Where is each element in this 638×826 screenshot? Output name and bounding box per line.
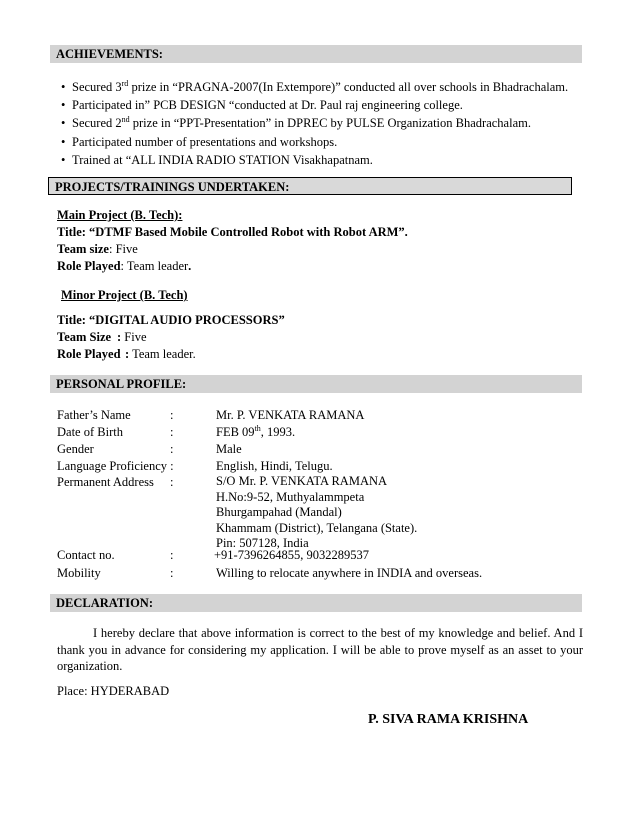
minor-project-title: Title: “DIGITAL AUDIO PROCESSORS” [57,313,285,327]
main-project-role: Role Played: Team leader. [57,259,192,273]
fathers-name-value: Mr. P. VENKATA RAMANA [216,408,365,422]
colon: : [170,475,174,489]
mobility-label: Mobility [57,566,101,580]
signature-name: P. SIVA RAMA KRISHNA [368,712,529,727]
contact-value: +91-7396264855, 9032289537 [214,548,369,562]
colon: : [170,408,174,422]
place: Place: HYDERABAD [57,684,170,698]
address-label: Permanent Address [57,475,154,489]
main-project-block [57,207,408,275]
achievement-item: • Trained at “ALL INDIA RADIO STATION Visakhapatnam. [72,151,568,169]
language-label: Language Proficiency : [57,459,174,473]
minor-project-role: Role Played : Team leader. [57,347,196,361]
gender-value: Male [216,442,242,456]
minor-project-heading: Minor Project (B. Tech) [61,288,188,302]
declaration-text: I hereby declare that above information is correct to the best of my knowledge and belief. And I thank you in advance for considering my application. I will be able to prove myself as an asset to your organization. [57,626,583,673]
fathers-name-label: Father’s Name [57,408,131,422]
achievement-item: • Secured 3rd prize in “PRAGNA-2007(In Extempore)” conducted all over schools in Bhadrachalam. [72,78,568,96]
contact-label: Contact no. [57,548,115,562]
main-project-heading: Main Project (B. Tech): [57,208,183,222]
mobility-value: Willing to relocate anywhere in INDIA and overseas. [216,566,483,580]
address-value: S/O Mr. P. VENKATA RAMANA H.No:9-52, Muthyalammpeta Bhurgampahad (Mandal) Khammam (District), Telangana (State). Pin: 507128, India [216,474,418,551]
achievement-item: • Participated in” PCB DESIGN “conducted at Dr. Paul raj engineering college. [72,96,568,114]
declaration-header: DECLARATION: [50,594,582,612]
main-project-team: Team size: Five [57,242,138,256]
projects-header: PROJECTS/TRAININGS UNDERTAKEN: [48,177,572,195]
colon: : [170,442,174,456]
dob-label: Date of Birth [57,425,123,439]
minor-project-block [57,312,285,363]
colon: : [170,548,174,562]
colon: : [170,566,174,580]
achievements-list [60,78,568,169]
colon: : [170,425,174,439]
language-value: English, Hindi, Telugu. [216,459,333,473]
achievement-item: • Participated number of presentations and workshops. [72,133,568,151]
minor-project-team: Team Size : Five [57,330,147,344]
profile-header: PERSONAL PROFILE: [50,375,582,393]
achievement-item: • Secured 2nd prize in “PPT-Presentation” in DPREC by PULSE Organization Bhadrachalam. [72,114,568,132]
gender-label: Gender [57,442,94,456]
achievements-header: ACHIEVEMENTS: [50,45,582,63]
dob-value: FEB 09th, 1993. [216,423,296,439]
main-project-title: Title: “DTMF Based Mobile Controlled Robot with Robot ARM”. [57,225,408,239]
